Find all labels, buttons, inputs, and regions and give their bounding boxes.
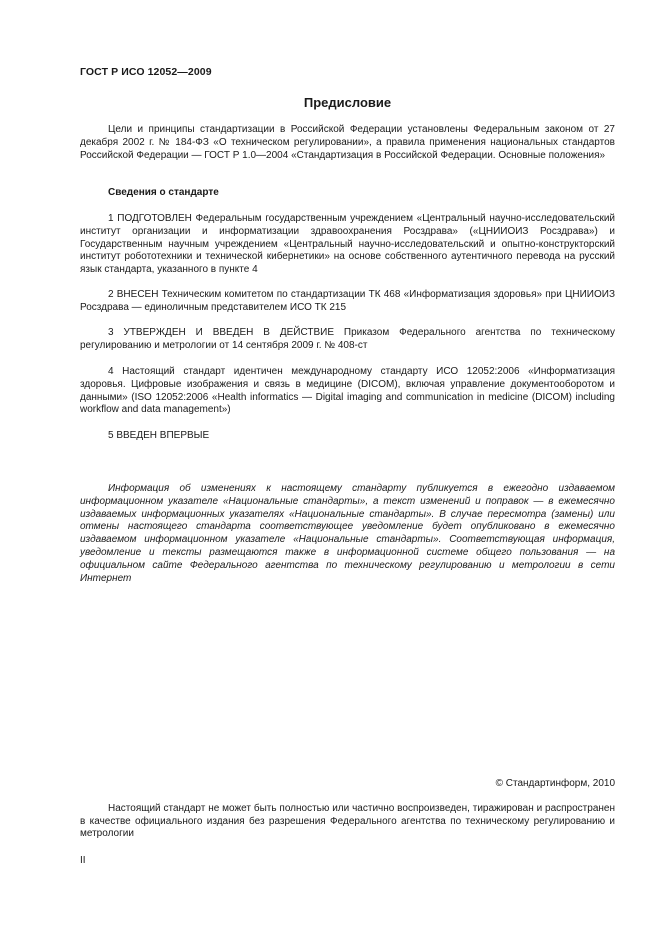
intro-block [80,124,615,162]
copyright-line: © Стандартинформ, 2010 [495,778,615,789]
item-4-block [80,366,615,417]
item-1-block [80,213,615,277]
page-title: Предисловие [303,95,392,110]
notice-block [80,483,615,585]
item-5-block [80,430,615,443]
page-number: II [80,855,86,866]
section-label-block [80,187,615,200]
list-item: 4 Настоящий стандарт идентичен международному стандарту ИСО 12052:2006 «Информатизация здоровья. Цифровые изображения и связь в медицине (DICOM), включая управление документооборотом и данными» (ISO 12052:2006 «Health informatics — Digital imaging and communication in medicine (DICOM) including workflow and data management») [80,366,615,416]
document-code-header: ГОСТ Р ИСО 12052—2009 [80,66,212,78]
list-item: 5 ВВЕДЕН ВПЕРВЫЕ [108,430,210,441]
section-label: Сведения о стандарте [108,187,219,198]
item-3-block [80,327,615,353]
list-item: 2 ВНЕСЕН Техническим комитетом по стандартизации ТК 468 «Информатизация здоровья» при ЦНИИОИЗ Росздрава — единоличным представителем ИСО ТК 215 [80,289,615,313]
list-item: 3 УТВЕРЖДЕН И ВВЕДЕН В ДЕЙСТВИЕ Приказом Федерального агентства по техническому регулированию и метрологии от 14 сентября 2009 г. № 408-ст [80,327,615,351]
intro-paragraph: Цели и принципы стандартизации в Российской Федерации установлены Федеральным законом от 27 декабря 2002 г. № 184-ФЗ «О техническом регулировании», а правила применения национальных стандартов Российской Федерации — ГОСТ Р 1.0—2004 «Стандартизация в Российской Федерации. Основные положения» [80,124,615,161]
list-item: 1 ПОДГОТОВЛЕН Федеральным государственным учреждением «Центральный научно-исследовательский институт организации и информатизации здравоохранения Росздрава» («ЦНИИОИЗ Росздрава») и Государственным научным учреждением «Центральный научно-исследовательский и опытно-конструкторский институт робототехники и технической кибернетики» на основе собственного аутентичного перевода на русский язык стандарта, указанного в пункте 4 [80,213,615,276]
reproduction-notice: Настоящий стандарт не может быть полностью или частично воспроизведен, тиражирован и распространен в качестве официального издания без разрешения Федерального агентства по техническому регулированию и метрологии [80,803,615,840]
notice-paragraph: Информация об изменениях к настоящему стандарту публикуется в ежегодно издаваемом информационном указателе «Национальные стандарты», а текст изменений и поправок — в ежемесячно издаваемых информационных указателях «Национальные стандарты». В случае пересмотра (замены) или отмены настоящего стандарта соответствующее уведомление будет опубликовано в ежемесячно издаваемом информационном указателе «Национальные стандарты». Соответствующая информация, уведомление и тексты размещаются также в информационной системе общего пользования — на официальном сайте Федерального агентства по техническому регулированию и метрологии в сети Интернет [80,483,615,584]
item-2-block [80,289,615,315]
